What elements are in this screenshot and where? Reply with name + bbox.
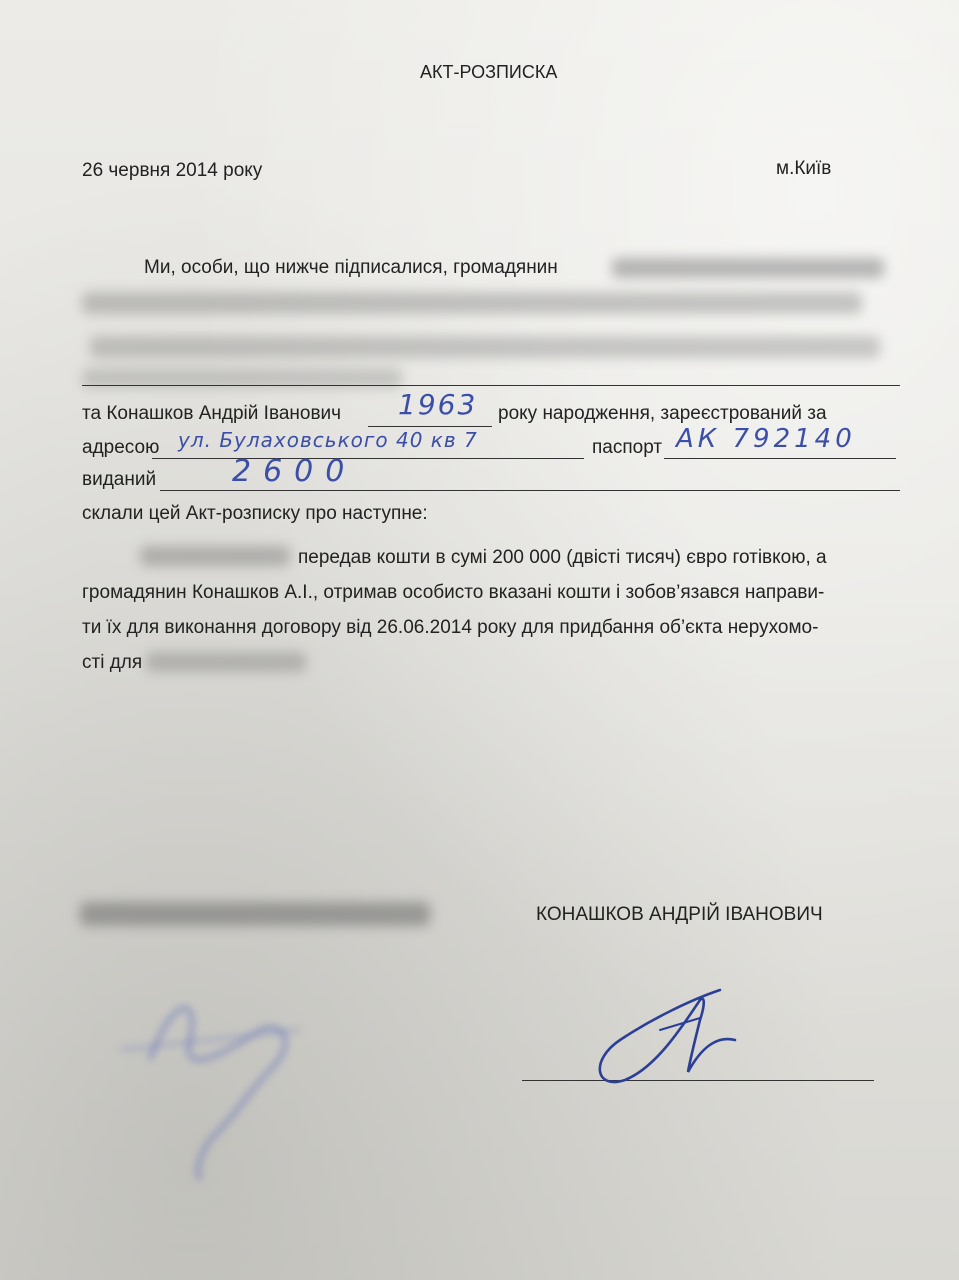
address-label: адресою: [82, 437, 160, 458]
person2-text: та Конашков Андрій Іванович: [82, 403, 342, 424]
birth-suffix-text: року народження, зареєстрований за: [498, 403, 827, 424]
paragraph-line-1: передав кошти в сумі 200 000 (двісті тисяч) євро готівкою, а: [298, 547, 827, 568]
address-handwritten: ул. Булаховського 40 кв 7: [178, 428, 478, 452]
document-date: 26 червня 2014 року: [82, 160, 263, 181]
paragraph-line-3: ти їх для виконання договору від 26.06.2014 року для придбання об’єкта нерухомо-: [82, 617, 819, 638]
document-city: м.Київ: [776, 158, 832, 179]
act-line-text: склали цей Акт-розписку про наступне:: [82, 503, 428, 524]
issued-label: виданий: [82, 469, 157, 490]
passport-handwritten: АК 792140: [676, 424, 856, 454]
document-title: АКТ-РОЗПИСКА: [420, 62, 558, 82]
birth-year-handwritten: 1963: [398, 388, 478, 421]
passport-label: паспорт: [592, 437, 663, 458]
paragraph-line-2: громадянин Конашков А.І., отримав особисто вказані кошти і зобов’язався направи-: [82, 582, 825, 603]
paragraph-line-4: сті для: [82, 652, 143, 673]
issued-handwritten: 2600: [232, 454, 357, 489]
signatory-right-name: КОНАШКОВ АНДРІЙ ІВАНОВИЧ: [536, 904, 823, 925]
intro-text: Ми, особи, що нижче підписалися, громадянин: [144, 257, 558, 278]
